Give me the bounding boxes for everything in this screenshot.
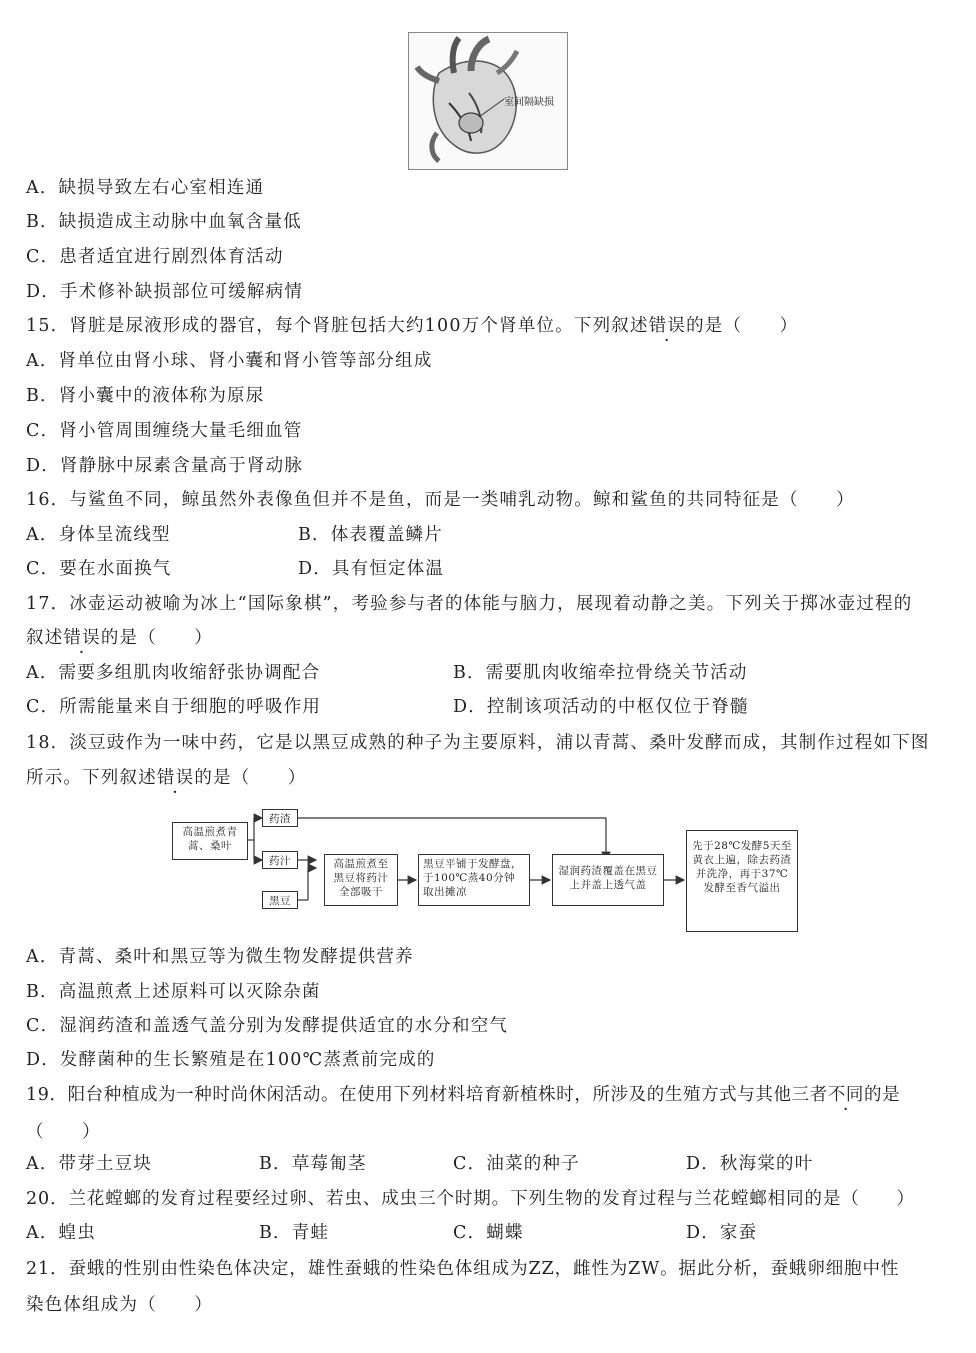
q19-stem-line2: （ ） [26,1122,101,1142]
q18-stem-pre: 所示。下列叙述 [26,768,157,788]
flow-box-cover: 湿润药渣覆盖在黑豆上并盖上透气盖 [552,854,664,906]
q19-option-a: A．带芽土豆块 [26,1154,153,1174]
q15-option-a: A．肾单位由肾小球、肾小囊和肾小管等部分组成 [26,351,433,371]
q20-option-d: D．家蚕 [686,1223,758,1243]
q14-option-d: D．手术修补缺损部位可缓解病情 [26,282,304,302]
q17-stem-pre: 叙述 [26,628,64,648]
q21-stem-line1: 21．蚕蛾的性别由性染色体决定，雄性蚕蛾的性染色体组成为ZZ，雌性为ZW。据此分析，蚕蛾卵细胞中性 [26,1259,900,1279]
q16-option-d: D．具有恒定体温 [298,559,445,579]
flow-box-dregs: 药渣 [262,809,298,827]
q17-option-c: C．所需能量来自于细胞的呼吸作用 [26,697,322,717]
q19-option-d: D．秋海棠的叶 [686,1154,814,1174]
flow-box-steam: 黑豆平铺于发酵盘，于100℃蒸40分钟取出摊凉 [418,854,530,906]
q14-option-a: A．缺损导致左右心室相连通 [26,178,265,198]
q18-option-d: D．发酵菌种的生长繁殖是在100℃蒸煮前完成的 [26,1050,436,1070]
q17-row1 [26,661,748,685]
q15-option-c: C．肾小管周围缠绕大量毛细血管 [26,421,303,441]
q19-stem [26,1083,900,1107]
q15-option-d: D．肾静脉中尿素含量高于肾动脉 [26,456,304,476]
q19-emphasis: 不同 [827,1085,864,1105]
q15-stem-post: 的是（ ） [686,316,799,336]
q16-option-a: A．身体呈流线型 [26,525,171,545]
q14-option-c: C．患者适宜进行剧烈体育活动 [26,247,284,267]
q21-stem-line2: 染色体组成为（ ） [26,1295,213,1315]
heart-septal-defect-figure [408,32,568,170]
flow-box-boil-beans: 高温煎煮至黑豆将药汁全部吸干 [324,854,398,906]
q16-option-b: B．体表覆盖鳞片 [298,525,443,545]
q20-option-b: B．青蛙 [259,1223,330,1243]
q17-option-a: A．需要多组肌肉收缩舒张协调配合 [26,663,321,683]
q20-option-a: A．蝗虫 [26,1223,96,1243]
q15-stem-pre: 15．肾脏是尿液形成的器官，每个肾脏包括大约100万个肾单位。下列叙述 [26,316,649,336]
q17-option-b: B．需要肌肉收缩牵拉骨绕关节活动 [453,663,748,683]
q18-option-b: B．高温煎煮上述原料可以灭除杂菌 [26,982,321,1002]
q18-flow-diagram [170,808,802,938]
q16-row1 [26,523,443,547]
flow-box-boil-herbs: 高温煎煮青蒿、桑叶 [172,822,248,860]
flow-box-ferment: 先于28℃发酵5天至黄衣上遍，除去药渣并洗净，再于37℃发酵至香气溢出 [686,830,798,932]
q18-emphasis: 错误 [156,768,195,788]
q19-options-row [26,1152,814,1176]
q17-stem-line2 [26,626,213,650]
q15-stem [26,314,798,338]
q16-option-c: C．要在水面换气 [26,559,172,579]
q14-option-b: B．缺损造成主动脉中血氧含量低 [26,212,302,232]
q18-stem-line2 [26,766,307,790]
flow-box-decoction: 药汁 [262,851,298,869]
q19-stem-pre: 19．阳台种植成为一种时尚休闲活动。在使用下列材料培育新植株时，所涉及的生殖方式与其他三者 [26,1085,828,1105]
q15-emphasis: 错误 [648,316,687,336]
q20-stem: 20．兰花螳螂的发育过程要经过卵、若虫、成虫三个时期。下列生物的发育过程与兰花螳螂相同的是（ ） [26,1189,915,1209]
q17-stem-line1: 17．冰壶运动被喻为冰上“国际象棋”，考验参与者的体能与脑力，展现着动静之美。下列关于掷冰壶过程的 [26,594,913,614]
q18-option-c: C．湿润药渣和盖透气盖分别为发酵提供适宜的水分和空气 [26,1016,509,1036]
q19-option-b: B．草莓匍茎 [259,1154,367,1174]
q17-stem-post: 的是（ ） [100,628,214,648]
q18-option-a: A．青蒿、桑叶和黑豆等为微生物发酵提供营养 [26,947,414,967]
q16-stem: 16．与鲨鱼不同，鲸虽然外表像鱼但并不是鱼，而是一类哺乳动物。鲸和鲨鱼的共同特征是（ ） [26,490,855,510]
q16-row2 [26,557,445,581]
q20-option-c: C．蝴蝶 [453,1223,524,1243]
q17-emphasis: 错误 [63,628,101,648]
q15-option-b: B．肾小囊中的液体称为原尿 [26,386,265,406]
flow-box-black-beans: 黑豆 [262,891,298,909]
q17-row2 [26,695,749,719]
q19-stem-post: 的是 [863,1085,901,1105]
q17-option-d: D．控制该项活动的中枢仅位于脊髓 [453,697,749,717]
q18-stem-line1: 18．淡豆豉作为一味中药，它是以黑豆成熟的种子为主要原料，浦以青蒿、桑叶发酵而成，其制作过程如下图 [26,733,930,753]
q20-options-row [26,1221,758,1245]
q19-option-c: C．油菜的种子 [453,1154,580,1174]
q18-stem-post: 的是（ ） [194,768,307,788]
heart-figure-label: 室间隔缺损 [504,97,554,108]
